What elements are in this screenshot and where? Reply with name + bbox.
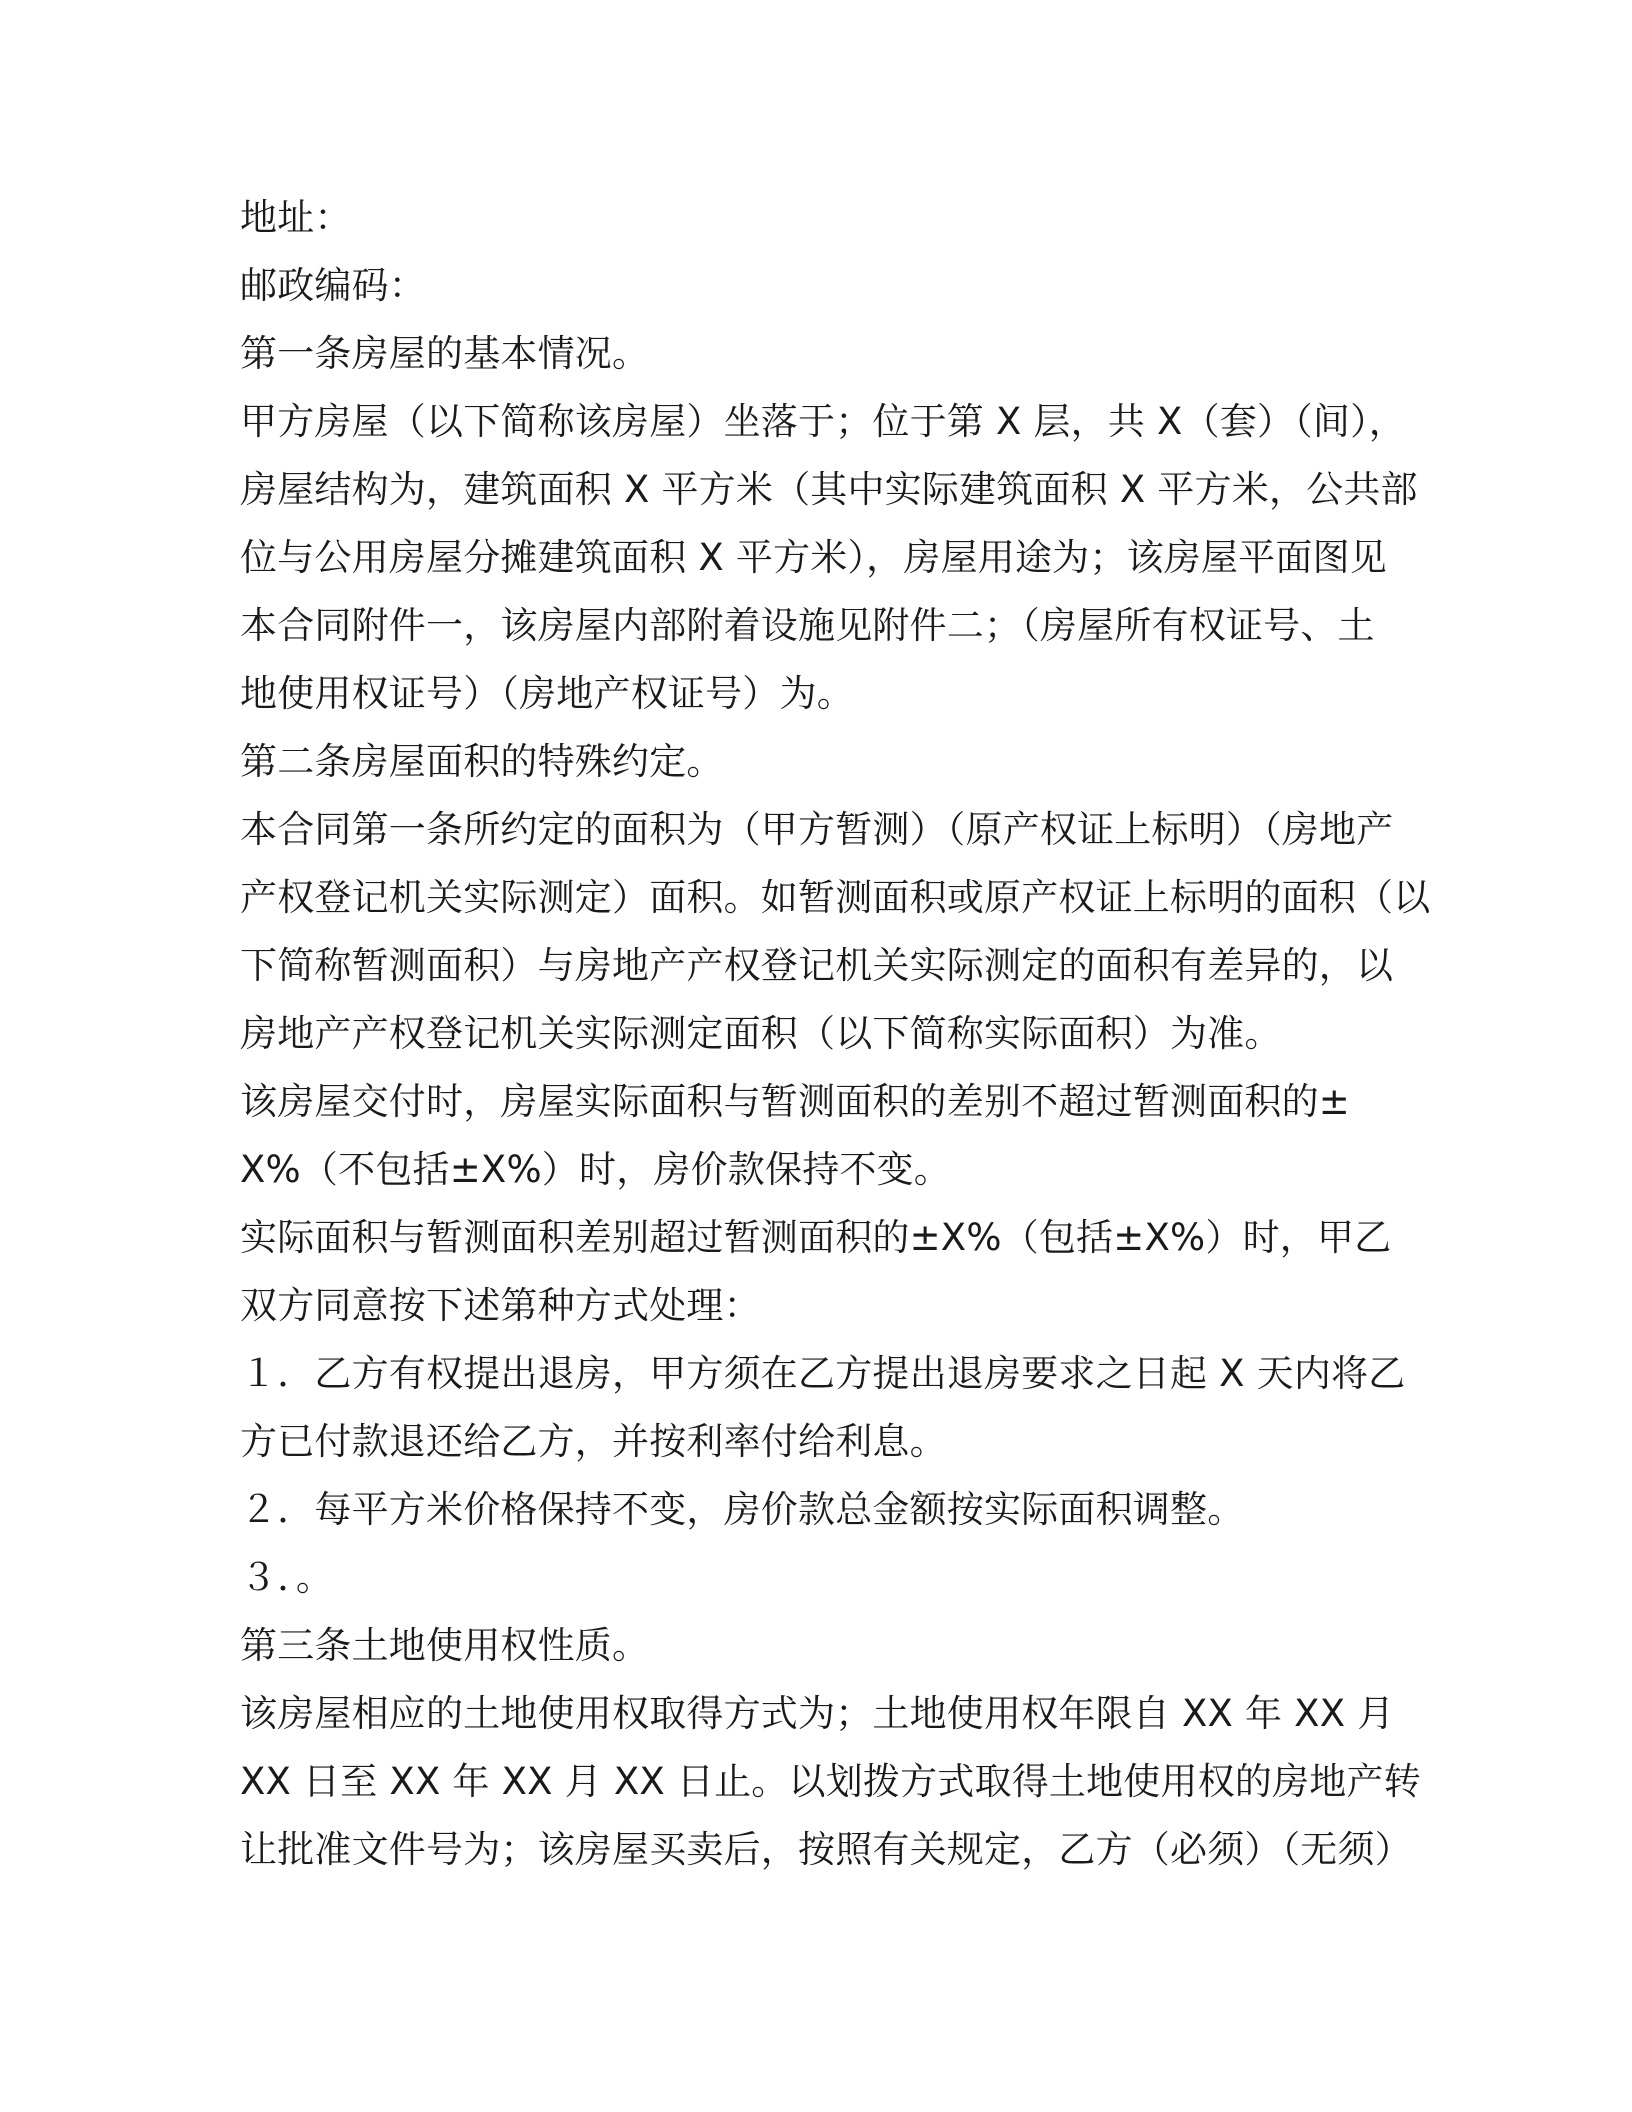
list-item-1-continued: 方已付款退还给乙方，并按利率付给利息。: [240, 1420, 947, 1463]
document-body: [240, 184, 1431, 1884]
list-item-3: ３．。: [240, 1556, 334, 1599]
paragraph-line: 地使用权证号）（房地产权证号）为。: [240, 672, 854, 715]
paragraph-line: X%（不包括±X%）时，房价款保持不变。: [240, 1148, 952, 1191]
paragraph-line: 产权登记机关实际测定）面积。如暂测面积或原产权证上标明的面积（以: [240, 876, 1431, 919]
paragraph-line: 该房屋交付时，房屋实际面积与暂测面积的差别不超过暂测面积的±: [240, 1080, 1350, 1123]
article-1-heading: 第一条房屋的基本情况。: [240, 332, 650, 375]
paragraph-line: 双方同意按下述第种方式处理：: [240, 1284, 761, 1327]
paragraph-line: 该房屋相应的土地使用权取得方式为；土地使用权年限自 XX 年 XX 月: [240, 1692, 1395, 1735]
paragraph-line: 房屋结构为，建筑面积 X 平方米（其中实际建筑面积 X 平方米，公共部: [240, 468, 1418, 511]
paragraph-line: 位与公用房屋分摊建筑面积 X 平方米），房屋用途为；该房屋平面图见: [240, 536, 1387, 579]
paragraph-line: 甲方房屋（以下简称该房屋）坐落于；位于第 X 层，共 X（套）（间），: [240, 400, 1406, 443]
paragraph-line: 下简称暂测面积）与房地产产权登记机关实际测定的面积有差异的，以: [240, 944, 1394, 987]
article-3-heading: 第三条土地使用权性质。: [240, 1624, 650, 1667]
list-item-1: １．乙方有权提出退房，甲方须在乙方提出退房要求之日起 X 天内将乙: [240, 1352, 1406, 1395]
paragraph-line: 让批准文件号为；该房屋买卖后，按照有关规定，乙方（必须）（无须）: [240, 1828, 1412, 1871]
list-item-2: ２．每平方米价格保持不变，房价款总金额按实际面积调整。: [240, 1488, 1245, 1531]
paragraph-line: 本合同附件一，该房屋内部附着设施见附件二；（房屋所有权证号、土: [240, 604, 1375, 647]
postal-code-label: 邮政编码：: [240, 264, 426, 307]
address-label: 地址：: [240, 196, 352, 239]
paragraph-line: 房地产产权登记机关实际测定面积（以下简称实际面积）为准。: [240, 1012, 1282, 1055]
paragraph-line: XX 日至 XX 年 XX 月 XX 日止。以划拨方式取得土地使用权的房地产转: [240, 1760, 1421, 1803]
paragraph-line: 实际面积与暂测面积差别超过暂测面积的±X%（包括±X%）时，甲乙: [240, 1216, 1392, 1259]
paragraph-line: 本合同第一条所约定的面积为（甲方暂测）（原产权证上标明）（房地产: [240, 808, 1394, 851]
article-2-heading: 第二条房屋面积的特殊约定。: [240, 740, 724, 783]
